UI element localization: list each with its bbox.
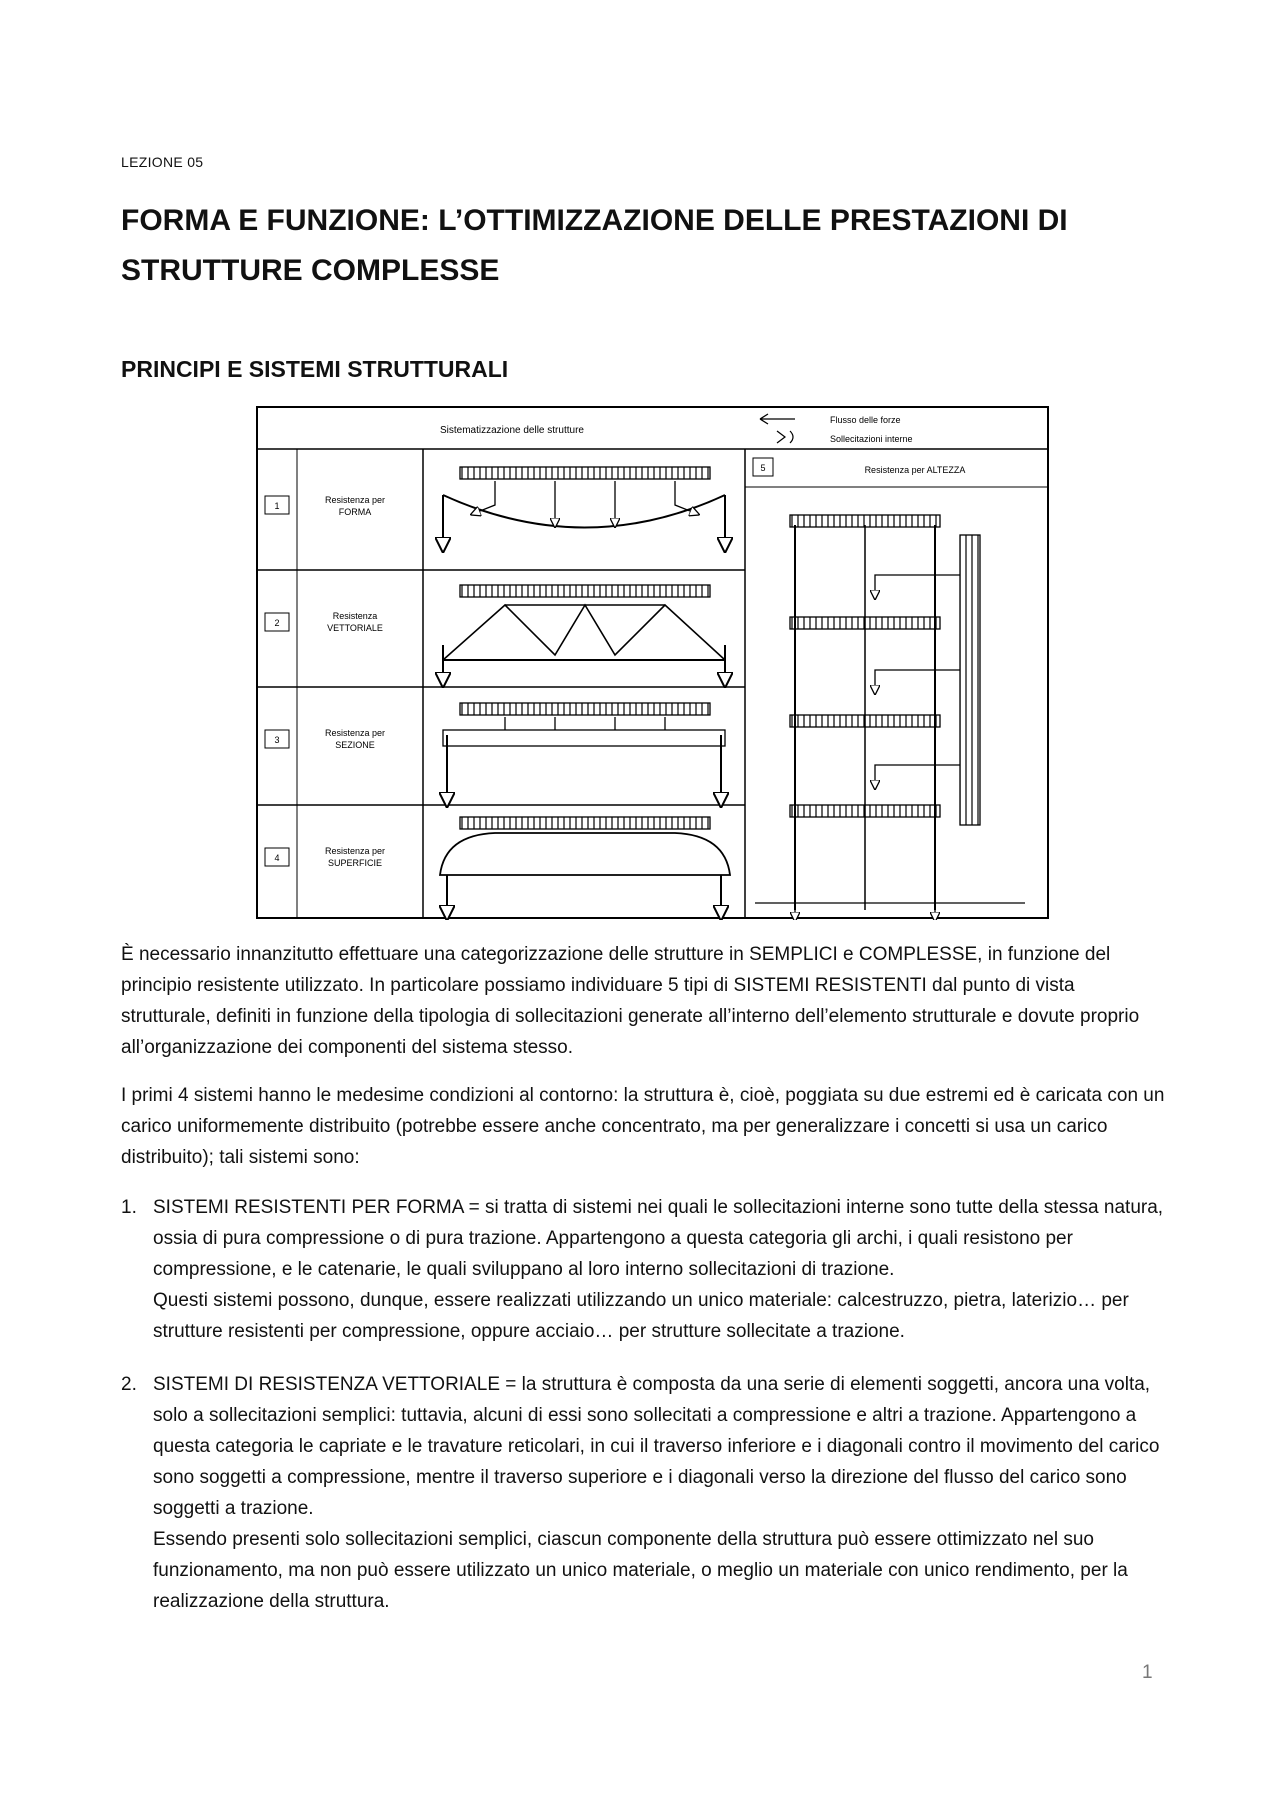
svg-text:Resistenza per: Resistenza per bbox=[324, 846, 386, 856]
svg-text:4: 4 bbox=[274, 853, 280, 863]
page-number: 1 bbox=[1142, 1662, 1153, 1683]
figure-frame bbox=[257, 407, 1048, 918]
list-item-text: SISTEMI RESISTENTI PER FORMA = si tratta di sistemi nei quali le sollecitazioni interne sono tutte della stessa natura, ossia di pura compressione o di pura trazione. Appartengono a questa categoria gli archi, i quali resistono per compressione, e le catenarie, le quali sviluppano al loro interno sollecitazioni di trazione. bbox=[153, 1197, 1164, 1280]
svg-text:Resistenza per: Resistenza per bbox=[324, 495, 386, 505]
svg-text:Resistenza per: Resistenza per bbox=[324, 728, 386, 738]
svg-text:2: 2 bbox=[274, 618, 280, 628]
svg-text:FORMA: FORMA bbox=[338, 507, 372, 517]
list-item-number: 2. bbox=[121, 1374, 137, 1395]
figure-caption: Sistematizzazione delle strutture bbox=[440, 425, 584, 436]
section-heading: PRINCIPI E SISTEMI STRUTTURALI bbox=[121, 356, 509, 382]
page-title: FORMA E FUNZIONE: L’OTTIMIZZAZIONE DELLE PRESTAZIONI DI STRUTTURE COMPLESSE bbox=[121, 204, 1068, 287]
svg-text:VETTORIALE: VETTORIALE bbox=[327, 623, 383, 633]
svg-text:SEZIONE: SEZIONE bbox=[335, 740, 375, 750]
list-item bbox=[121, 1369, 1166, 1617]
svg-text:5: 5 bbox=[760, 463, 766, 473]
intro-paragraph: È necessario innanzitutto effettuare una categorizzazione delle strutture in SEMPLICI e COMPLESSE, in funzione del principio resistente utilizzato. In particolare possiamo individuare 5 tipi di SISTEMI RESISTENTI dal punto di vista strutturale, definiti in funzione della tipologia di sollecitazioni generate all’interno dell’elemento strutturale e dovute proprio all’organizzazione dei componenti del sistema stesso. bbox=[121, 944, 1140, 1058]
list-item bbox=[121, 1192, 1166, 1347]
conditions-paragraph: I primi 4 sistemi hanno le medesime condizioni al contorno: la struttura è, cioè, poggiata su due estremi ed è caricata con un carico uniformemente distribuito (potrebbe essere anche concentrato, ma per generalizzare i concetti si usa un carico distribuito); tali sistemi sono: bbox=[121, 1085, 1165, 1168]
list-item-text-continued: Essendo presenti solo sollecitazioni semplici, ciascun componente della struttura può essere ottimizzato nel suo funzionamento, ma non può essere utilizzato un unico materiale, o meglio un materiale con unico rendimento, per la realizzazione della struttura. bbox=[153, 1529, 1128, 1612]
legend-forces: Flusso delle forze bbox=[830, 415, 901, 425]
legend-internal: Sollecitazioni interne bbox=[830, 434, 913, 444]
list-item-text: SISTEMI DI RESISTENZA VETTORIALE = la struttura è composta da una serie di elementi soggetti, ancora una volta, solo a sollecitazioni semplici: tuttavia, alcuni di essi sono sollecitati a compressione e altri a trazione. Appartengono a questa categoria le capriate e le travature reticolari, in cui il traverso inferiore e i diagonali contro il movimento del carico sono soggetti a compressione, mentre il traverso superiore e i diagonali verso la direzione del flusso del carico sono soggetti a trazione. bbox=[153, 1374, 1160, 1519]
svg-text:1: 1 bbox=[274, 501, 280, 511]
svg-text:3: 3 bbox=[274, 735, 280, 745]
svg-text:SUPERFICIE: SUPERFICIE bbox=[327, 858, 383, 868]
svg-text:Resistenza: Resistenza bbox=[332, 611, 378, 621]
structural-systems-figure bbox=[255, 405, 1050, 920]
lesson-label: LEZIONE 05 bbox=[121, 154, 204, 170]
svg-text:Resistenza per ALTEZZA: Resistenza per ALTEZZA bbox=[864, 465, 966, 475]
list-item-text-continued: Questi sistemi possono, dunque, essere realizzati utilizzando un unico materiale: calcestruzzo, pietra, laterizio… per strutture resistenti per compressione, oppure acciaio… per strutture sollecitate a trazione. bbox=[153, 1290, 1129, 1342]
list-item-number: 1. bbox=[121, 1197, 137, 1218]
systems-list bbox=[121, 1192, 1166, 1639]
